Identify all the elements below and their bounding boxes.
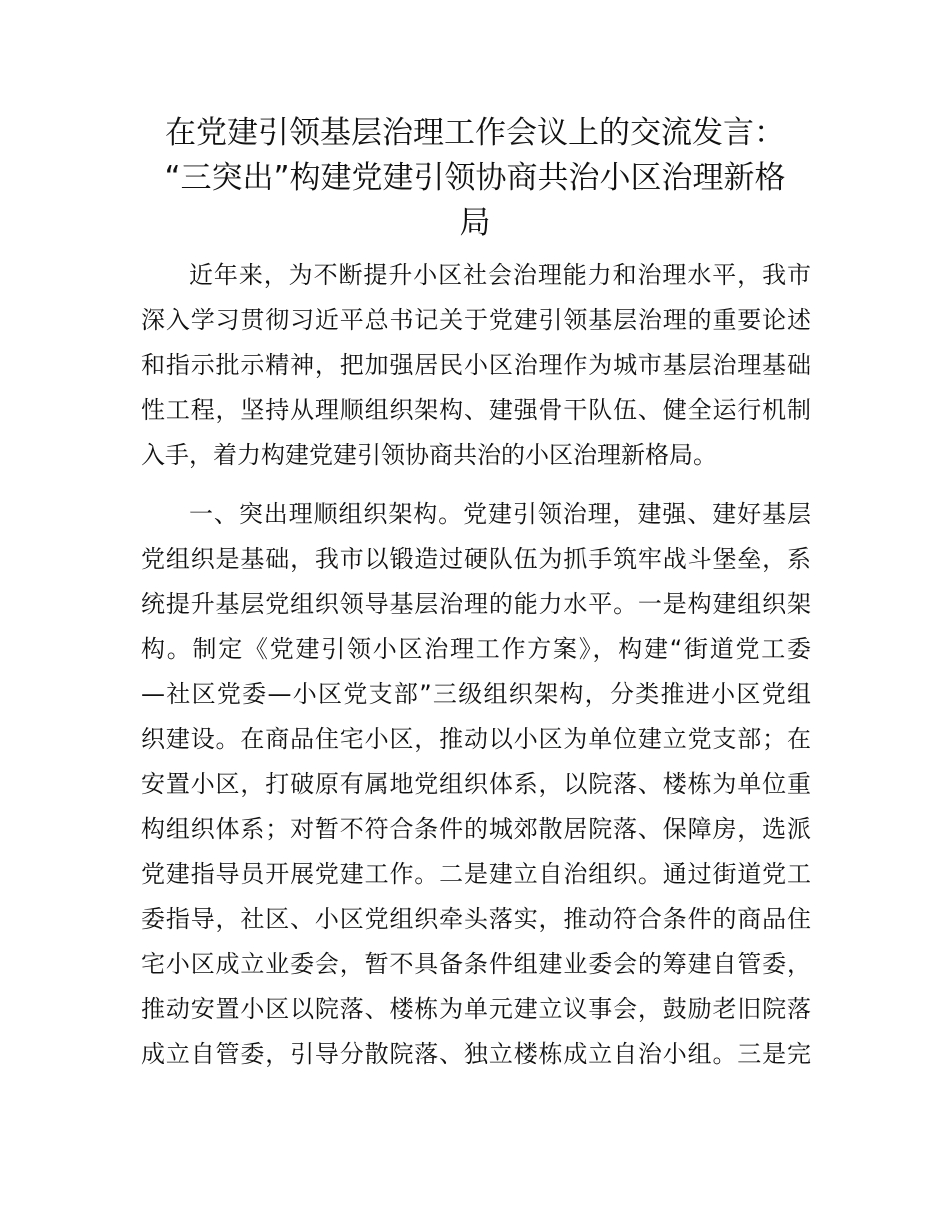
text-line: 安置小区，打破原有属地党组织体系，以院落、楼栋为单位重 [141, 770, 811, 798]
title-line: 在党建引领基层治理工作会议上的交流发言： [165, 115, 785, 151]
text-line: 织建设。在商品住宅小区，推动以小区为单位建立党支部；在 [141, 725, 811, 753]
text-line: 成立自管委，引导分散院落、独立楼栋成立自治小组。三是完 [141, 1040, 811, 1068]
paragraph-section-one [141, 492, 811, 1077]
text-line: 构组织体系；对暂不符合条件的城郊散居院落、保障房，选派 [141, 815, 811, 843]
document-title [130, 111, 820, 246]
text-line: 构。制定《党建引领小区治理工作方案》，构建“街道党工委 [141, 635, 811, 663]
text-line: 统提升基层党组织领导基层治理的能力水平。一是构建组织架 [141, 590, 811, 618]
title-line: 局 [459, 205, 491, 241]
text-line: 近年来，为不断提升小区社会治理能力和治理水平，我市 [189, 261, 811, 289]
text-line: 委指导，社区、小区党组织牵头落实，推动符合条件的商品住 [141, 905, 811, 933]
paragraph-intro [141, 253, 811, 478]
text-line: 一、突出理顺组织架构。党建引领治理，建强、建好基层 [189, 500, 811, 528]
text-line: 推动安置小区以院落、楼栋为单元建立议事会，鼓励老旧院落 [141, 995, 811, 1023]
text-line: 宅小区成立业委会，暂不具备条件组建业委会的筹建自管委， [141, 950, 811, 978]
text-line: 和指示批示精神，把加强居民小区治理作为城市基层治理基础 [141, 351, 811, 379]
text-line: 深入学习贯彻习近平总书记关于党建引领基层治理的重要论述 [141, 306, 811, 334]
text-line: 党组织是基础，我市以锻造过硬队伍为抓手筑牢战斗堡垒，系 [141, 545, 811, 573]
text-line: 党建指导员开展党建工作。二是建立自治组织。通过街道党工 [141, 860, 811, 888]
title-line: “三突出”构建党建引领协商共治小区治理新格 [164, 160, 786, 196]
text-line: —社区党委—小区党支部”三级组织架构，分类推进小区党组 [141, 680, 811, 708]
text-line: 性工程，坚持从理顺组织架构、建强骨干队伍、健全运行机制 [141, 396, 811, 424]
text-line: 入手，着力构建党建引领协商共治的小区治理新格局。 [141, 441, 717, 469]
document-body [141, 253, 811, 1091]
